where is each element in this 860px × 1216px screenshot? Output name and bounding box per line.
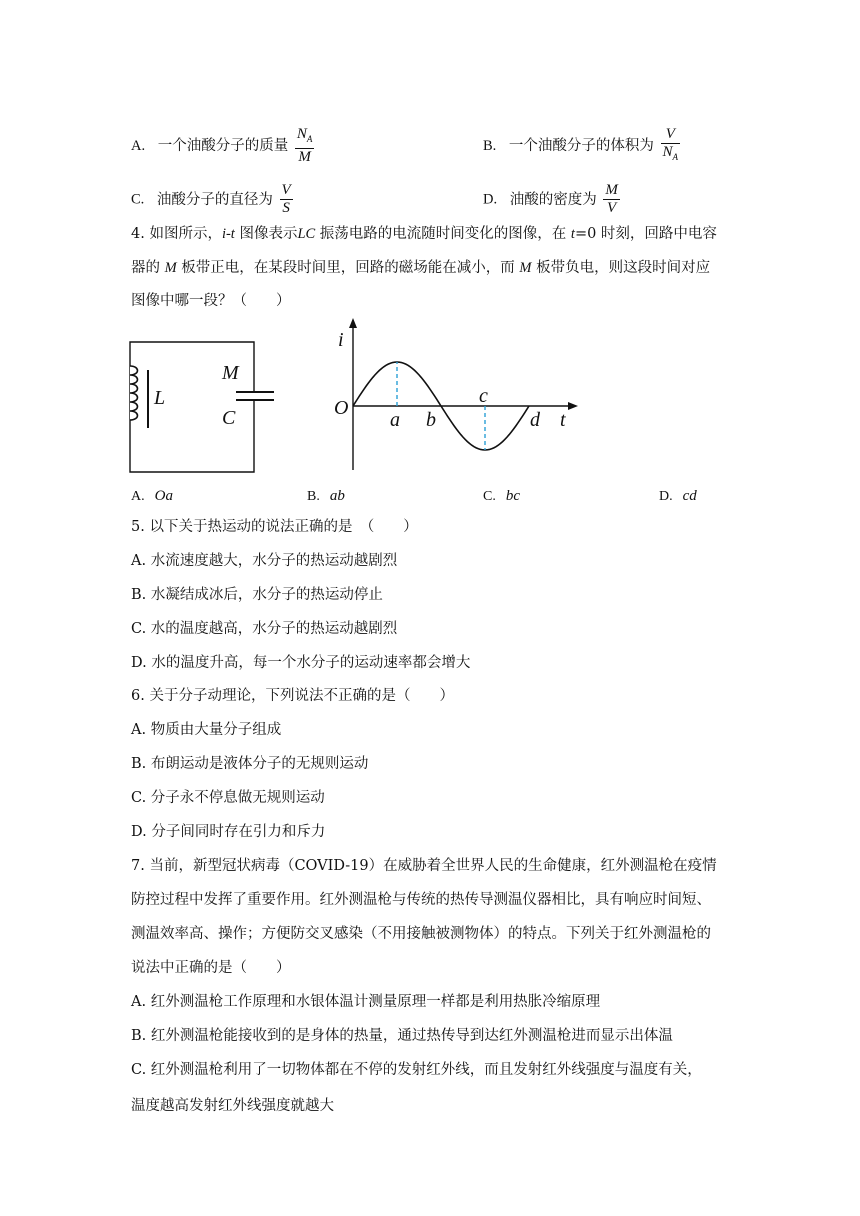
q7-option-a: A. 红外测温枪工作原理和水银体温计测量原理一样都是利用热胀冷缩原理 <box>131 994 601 1010</box>
fraction-v-over-na: $\frac{V}{N_A}$ <box>662 126 679 162</box>
q5-stem: 5. 以下关于热运动的说法正确的是 （ ） <box>131 519 418 535</box>
label-axis-t: t <box>560 409 566 431</box>
q7-stem-line-2: 防控过程中发挥了重要作用。红外测温枪与传统的热传导测温仪器相比，具有响应时间短、 <box>131 892 711 908</box>
q4-option-b: B. ab <box>307 488 345 504</box>
q3-option-c: C. 油酸分子的直径为 $\frac{V}{S}$ <box>131 182 291 216</box>
fraction-m-over-v: $\frac{M}{V}$ <box>605 182 618 216</box>
label-point-a: a <box>390 409 400 431</box>
i-axis-arrow <box>349 318 357 328</box>
label-capacitor-c: C <box>222 407 236 429</box>
lc-circuit-diagram <box>130 342 274 472</box>
q7-option-b: B. 红外测温枪能接收到的是身体的热量，通过热传导到达红外测温枪进而显示出体温 <box>131 1028 673 1044</box>
q3-option-a: A. 一个油酸分子的质量 $\frac{N_A}{M}$ <box>131 126 313 165</box>
q6-option-b: B. 布朗运动是液体分子的无规则运动 <box>131 756 369 772</box>
q5-option-c: C. 水的温度越高，水分子的热运动越剧烈 <box>131 621 398 637</box>
q7-stem-line-3: 测温效率高、操作；方便防交叉感染（不用接触被测物体）的特点。下列关于红外测温枪的 <box>131 926 711 942</box>
q4-stem-line-2: 器的 M 板带正电，在某段时间里，回路的磁场能在减小，而 M 板带负电，则这段时间对应 <box>131 260 711 276</box>
q4-option-a: A. Oa <box>131 488 173 504</box>
q5-option-b: B. 水凝结成冰后，水分子的热运动停止 <box>131 587 383 603</box>
fraction-v-over-s: $\frac{V}{S}$ <box>281 182 291 216</box>
label-point-c: c <box>479 385 488 407</box>
q4-stem-line-1: 4. 如图所示，i-t 图像表示LC 振荡电路的电流随时间变化的图像，在 t=0 时刻，回路中电容 <box>131 226 717 242</box>
i-t-graph <box>334 318 578 470</box>
q6-stem: 6. 关于分子动理论，下列说法不正确的是（ ） <box>131 688 454 704</box>
q7-option-c-continued: 温度越高发射红外线强度就越大 <box>131 1098 334 1114</box>
q5-option-d: D. 水的温度升高，每一个水分子的运动速率都会增大 <box>131 655 471 671</box>
label-point-d: d <box>530 409 540 431</box>
q6-option-a: A. 物质由大量分子组成 <box>131 722 282 738</box>
q4-figure <box>128 316 598 476</box>
label-inductor-l: L <box>154 387 166 409</box>
inductor-coil <box>130 366 138 420</box>
q7-stem-line-1: 7. 当前，新型冠状病毒（COVID-19）在威胁着全世界人民的生命健康，红外测温枪在疫情 <box>131 858 717 874</box>
q4-option-d: D. cd <box>659 488 697 504</box>
label-point-b: b <box>426 409 436 431</box>
q3-option-b: B. 一个油酸分子的体积为 $\frac{V}{N_A}$ <box>483 126 682 166</box>
q4-option-c: C. bc <box>483 488 521 504</box>
q3-option-d: D. 油酸的密度为 $\frac{M}{V}$ <box>483 182 618 216</box>
q7-option-c: C. 红外测温枪利用了一切物体都在不停的发射红外线，而且发射红外线强度与温度有关， <box>131 1062 702 1078</box>
q7-stem-line-4: 说法中正确的是（ ） <box>131 960 291 976</box>
q6-option-c: C. 分子永不停息做无规则运动 <box>131 790 325 806</box>
label-origin-o: O <box>334 397 349 419</box>
t-axis-arrow <box>568 402 578 410</box>
circuit-wire-top <box>152 342 254 392</box>
q6-option-d: D. 分子间同时存在引力和斥力 <box>131 824 326 840</box>
fraction-na-over-m: $\frac{N_A}{M}$ <box>296 126 313 165</box>
q5-option-a: A. 水流速度越大，水分子的热运动越剧烈 <box>131 553 398 569</box>
label-axis-i: i <box>338 329 344 351</box>
label-plate-m: M <box>222 362 239 384</box>
q4-stem-line-3: 图像中哪一段？（ ） <box>131 293 291 309</box>
